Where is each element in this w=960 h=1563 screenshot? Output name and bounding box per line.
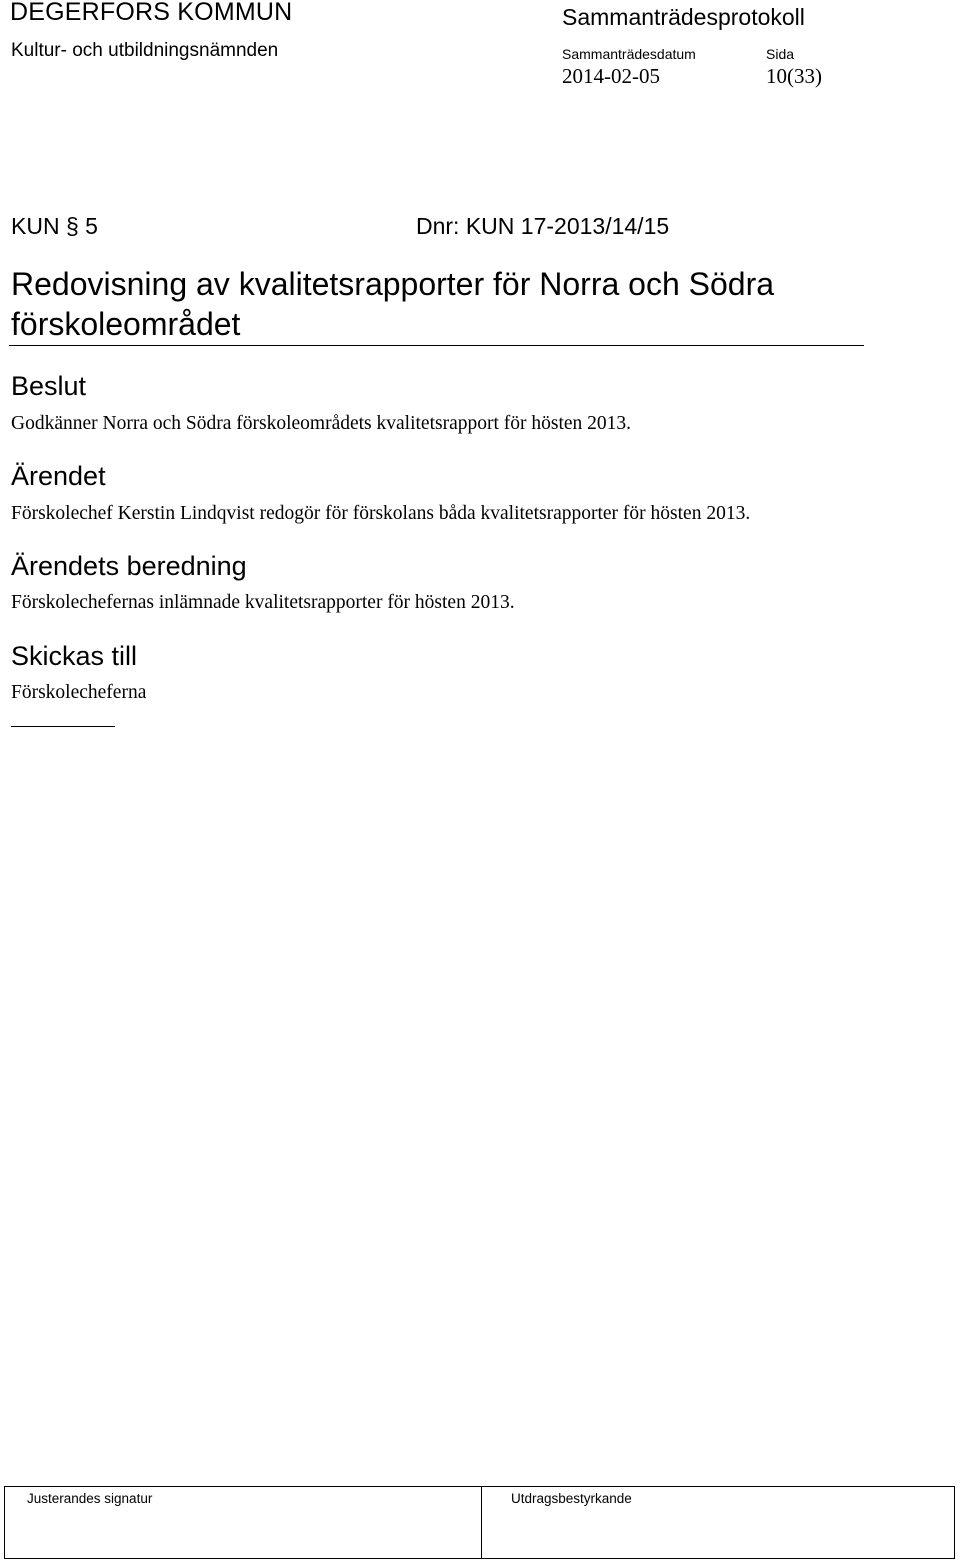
section-text-arendet: Förskolechef Kerstin Lindqvist redogör för förskolans båda kvalitetsrapporter för hösten 2013. bbox=[11, 503, 751, 524]
meeting-date-label: Sammanträdesdatum bbox=[562, 46, 696, 62]
page-number: 10(33) bbox=[766, 64, 822, 88]
section-heading-arendet: Ärendet bbox=[11, 461, 106, 491]
meeting-date-value: 2014-02-05 bbox=[562, 64, 660, 88]
document-type: Sammanträdesprotokoll bbox=[562, 4, 805, 30]
section-text-beslut: Godkänner Norra och Södra förskoleområdets kvalitetsrapport för hösten 2013. bbox=[11, 413, 632, 434]
page-label: Sida bbox=[766, 46, 795, 62]
signature-box-divider bbox=[481, 1487, 482, 1558]
organization-name: DEGERFORS KOMMUN bbox=[10, 0, 293, 26]
signature-label: Justerandes signatur bbox=[27, 1491, 153, 1506]
section-end-rule bbox=[11, 726, 115, 727]
section-heading-skickas-till: Skickas till bbox=[11, 641, 138, 671]
item-number: KUN § 5 bbox=[11, 213, 98, 239]
section-text-skickas-till: Förskolecheferna bbox=[11, 682, 147, 703]
item-title-line-1: Redovisning av kvalitetsrapporter för Norra och Södra bbox=[11, 266, 775, 302]
item-title-line-2: förskoleområdet bbox=[11, 306, 241, 342]
certification-label: Utdragsbestyrkande bbox=[511, 1491, 632, 1506]
signature-box bbox=[4, 1486, 955, 1559]
section-heading-beredning: Ärendets beredning bbox=[11, 551, 247, 581]
committee-name: Kultur- och utbildningsnämnden bbox=[11, 40, 279, 61]
section-heading-beslut: Beslut bbox=[11, 371, 87, 401]
section-text-beredning: Förskolechefernas inlämnade kvalitetsrapporter för hösten 2013. bbox=[11, 592, 515, 613]
title-divider bbox=[9, 345, 864, 346]
case-number: Dnr: KUN 17-2013/14/15 bbox=[416, 213, 670, 239]
